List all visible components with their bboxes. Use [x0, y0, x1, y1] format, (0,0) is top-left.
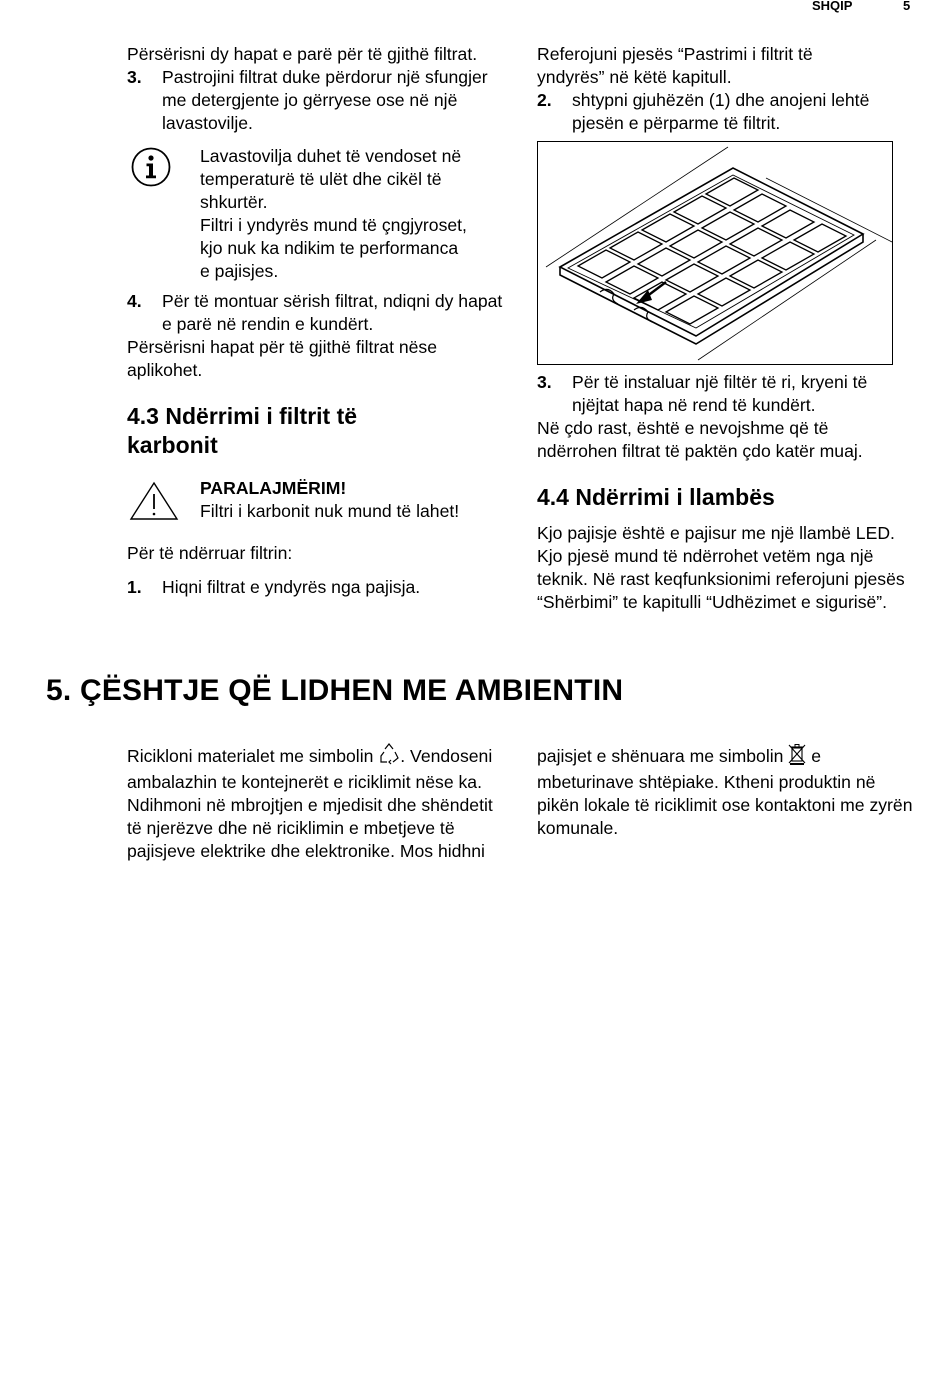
- weee-text-end: e mbeturinave shtëpiake. Ktheni produktin në pikën lokale të riciklimit ose kontaktoni me zyrën komunale.: [537, 746, 913, 838]
- step-1: [127, 576, 507, 599]
- info-note: [127, 145, 507, 283]
- step-text: Hiqni filtrat e yndyrës nga pajisja.: [162, 577, 421, 597]
- step-text: shtypni gjuhëzën (1) dhe anojeni lehtë pjesën e përparme të filtrit.: [572, 90, 870, 133]
- info-note-line-1: Lavastovilja duhet të vendoset në temperaturë të ulët dhe cikël të shkurtër.: [200, 146, 462, 212]
- chapter-5-right: [537, 743, 913, 840]
- step-number: 1.: [127, 577, 142, 597]
- replacement-interval-note: Në çdo rast, është e nevojshme që të ndërrohen filtrat të paktën çdo katër muaj.: [537, 418, 863, 461]
- right-column: [537, 43, 913, 614]
- step-number: 4.: [127, 291, 142, 311]
- step-3-right: [537, 371, 913, 417]
- filter-illustration: [537, 141, 893, 365]
- warning-text: Filtri i karbonit nuk mund të lahet!: [200, 501, 460, 521]
- step-text: Për të instaluar një filtër të ri, kryeni të njëjtat hapa në rend të kundërt.: [572, 372, 868, 415]
- step-number: 2.: [537, 90, 552, 110]
- intro-text: Përsërisni dy hapat e parë për të gjithë filtrat.: [127, 44, 478, 64]
- repeat-text: Përsërisni hapat për të gjithë filtrat nëse aplikohet.: [127, 337, 438, 380]
- step-text: Pastrojini filtrat duke përdorur një sfungjer me detergjente jo gërryese ose në një lavastovilje.: [162, 67, 488, 133]
- section-4-3-title: 4.3 Ndërrimi i filtrit të karbonit: [127, 403, 358, 458]
- step-number: 3.: [537, 372, 552, 392]
- carbon-filter-drawing: [538, 142, 892, 364]
- step-4: [127, 290, 507, 336]
- warning-title: PARALAJMËRIM!: [200, 478, 347, 498]
- recycle-text-end: . Vendoseni ambalazhin te kontejnerët e riciklimit nëse ka. Ndihmoni në mbrojtjen e mjedisit dhe shëndetit të njerëzve dhe në riciklimin e mbetjeve të pajisjeve elektrike dhe elektronike. Mos hidhni: [127, 746, 493, 861]
- info-note-line-2: Filtri i yndyrës mund të çngjyroset, kjo nuk ka ndikim te performanca e pajisjes.: [200, 215, 467, 281]
- warning-note: [127, 477, 507, 523]
- recycle-text-start: Ricikloni materialet me simbolin: [127, 746, 374, 766]
- weee-text-start: pajisjet e shënuara me simbolin: [537, 746, 784, 766]
- step-text: Për të montuar sërish filtrat, ndiqni dy hapat e parë në rendin e kundërt.: [162, 291, 503, 334]
- chapter-5-left: [127, 743, 501, 863]
- page-number: 5: [903, 0, 911, 13]
- left-column: [127, 43, 507, 599]
- recycle-icon: [378, 743, 400, 771]
- step-number: 3.: [127, 67, 142, 87]
- replace-intro: Për të ndërruar filtrin:: [127, 543, 293, 563]
- lamp-text: Kjo pajisje është e pajisur me një llambë LED. Kjo pjesë mund të ndërrohet vetëm nga një teknik. Në rast keqfunksionimi referojuni pjesës “Shërbimi” te kapitulli “Udhëzimet e sigurisë”.: [537, 523, 905, 612]
- reference-text: Referojuni pjesës “Pastrimi i filtrit të yndyrës” në këtë kapitull.: [537, 44, 813, 87]
- step-2: [537, 89, 913, 135]
- chapter-5-title: 5. ÇËSHTJE QË LIDHEN ME AMBIENTIN: [46, 674, 624, 707]
- header-language: SHQIP: [812, 0, 853, 13]
- section-4-4-title: 4.4 Ndërrimi i llambës: [537, 484, 775, 510]
- info-icon: [131, 147, 171, 193]
- step-3: [127, 66, 507, 135]
- crossed-bin-icon: [788, 743, 806, 771]
- warning-icon: [129, 481, 179, 527]
